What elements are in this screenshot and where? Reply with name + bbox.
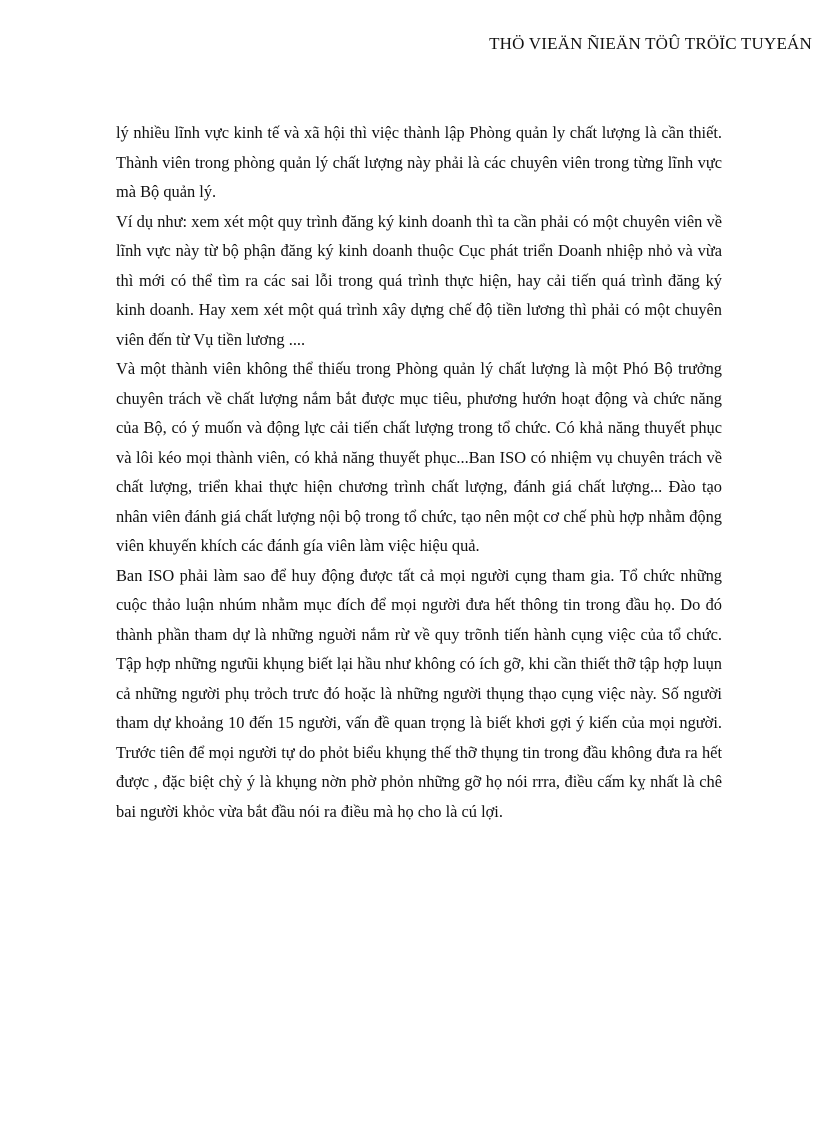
paragraph: Ban ISO phải làm sao để huy động được tất cả mọi người cụng tham gia. Tổ chức những cuộc thảo luận nhúm nhằm mục đích để mọi người đưa hết thông tin trong đầu họ. Do đó thành phần tham dự là những nguời nắm rừ về quy trõnh tiến hành cụng việc của tổ chức. Tập hợp những ngưũi khụng biết lại hầu như không có ích gỡ, khi cần thiết thỡ tập hợp luụn cả những người phụ trỏch trưc đó hoặc là những người thụng thạo cụng việc này. Số người tham dự khoảng 10 đến 15 người, vấn đề quan trọng là biết khơi gợi ý kiến của mọi người. Trước tiên để mọi người tự do phỏt biểu khụng thế thỡ thụng tin trong đầu không đưa ra hết được , đặc biệt chỳ ý là khụng nờn phờ phỏn những gỡ họ nói rrra, điều cấm kỵ nhất là chê bai người khỏc vừa bắt đầu nói ra điều mà họ cho là cú lợi. [116, 565, 722, 821]
paragraph: Và một thành viên không thể thiếu trong Phòng quản lý chất lượng là một Phó Bộ trưởng chuyên trách về chất lượng nắm bắt được mục tiêu, phương hướn hoạt động và chức năng của Bộ, có ý muốn và động lực cải tiến chất lượng trong tổ chức. Có khả năng thuyết phục và lôi kéo mọi thành viên, có khả năng thuyết phục...Ban ISO có nhiệm vụ chuyên trách về chất lượng, triển khai thực hiện chương trình chất lượng, đánh giá chất lượng... Đào tạo nhân viên đánh giá chất lượng nội bộ trong tổ chức, tạo nên một cơ chế phù hợp nhằm động viên khuyến khích các đánh gía viên làm việc hiệu quả. [116, 359, 722, 555]
document-body [116, 118, 722, 826]
paragraph: lý nhiều lĩnh vực kinh tế và xã hội thì việc thành lập Phòng quản ly chất lượng là cần thiết. Thành viên trong phòng quản lý chất lượng này phải là các chuyên viên trong từng lĩnh vực mà Bộ quản lý. [116, 123, 722, 201]
page-header: THÖ VIEÄN ÑIEÄN TÖÛ TRÖÏC TUYEÁN [489, 34, 812, 53]
paragraph: Ví dụ như: xem xét một quy trình đăng ký kinh doanh thì ta cần phải có một chuyên viên về lĩnh vực này từ bộ phận đăng ký kinh doanh thuộc Cục phát triển Doanh nhiệp nhỏ và vừa thì mới có thể tìm ra các sai lỗi trong quá trình thực hiện, hay cải tiến quá trình đăng ký kinh doanh. Hay xem xét một quá trình xây dựng chế độ tiền lương thì phải có một chuyên viên đến từ Vụ tiền lương .... [116, 211, 722, 349]
